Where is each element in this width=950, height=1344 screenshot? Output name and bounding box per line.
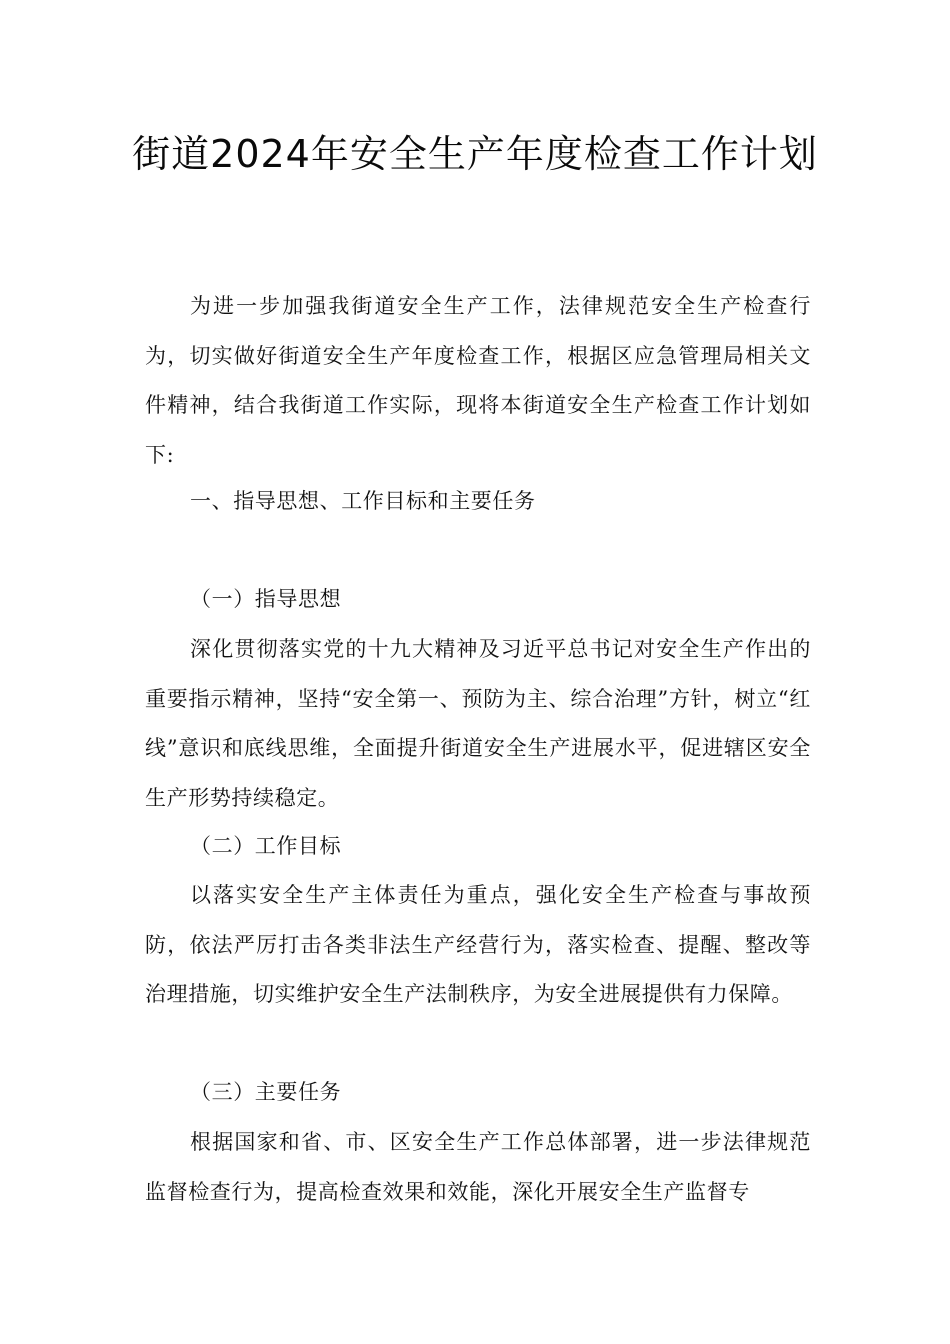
- document-title: 街道2024年安全生产年度检查工作计划: [132, 132, 818, 176]
- paragraph-guiding-thought: 深化贯彻落实党的十九大精神及习近平总书记对安全生产作出的重要指示精神，坚持“安全第一、预防为主、综合治理”方针，树立“红线”意识和底线思维，全面提升街道安全生产进展水平，促进辖区安全生产形势持续稳定。: [145, 637, 811, 810]
- subsection-heading-main-tasks: （三）主要任务: [190, 1080, 342, 1104]
- intro-paragraph: 为进一步加强我街道安全生产工作，法律规范安全生产检查行为，切实做好街道安全生产年度检查工作，根据区应急管理局相关文件精神，结合我街道工作实际，现将本街道安全生产检查工作计划如下:: [145, 294, 811, 467]
- subsection-heading-work-goals: （二）工作目标: [190, 834, 342, 858]
- section-heading-1: 一、指导思想、工作目标和主要任务: [190, 489, 536, 513]
- subsection-heading-guiding-thought: （一）指导思想: [190, 587, 342, 611]
- paragraph-main-tasks: 根据国家和省、市、区安全生产工作总体部署，进一步法律规范监督检查行为，提高检查效果和效能，深化开展安全生产监督专: [145, 1130, 811, 1204]
- paragraph-work-goals: 以落实安全生产主体责任为重点，强化安全生产检查与事故预防，依法严厉打击各类非法生产经营行为，落实检查、提醒、整改等治理措施，切实维护安全生产法制秩序，为安全进展提供有力保障。: [145, 883, 811, 1006]
